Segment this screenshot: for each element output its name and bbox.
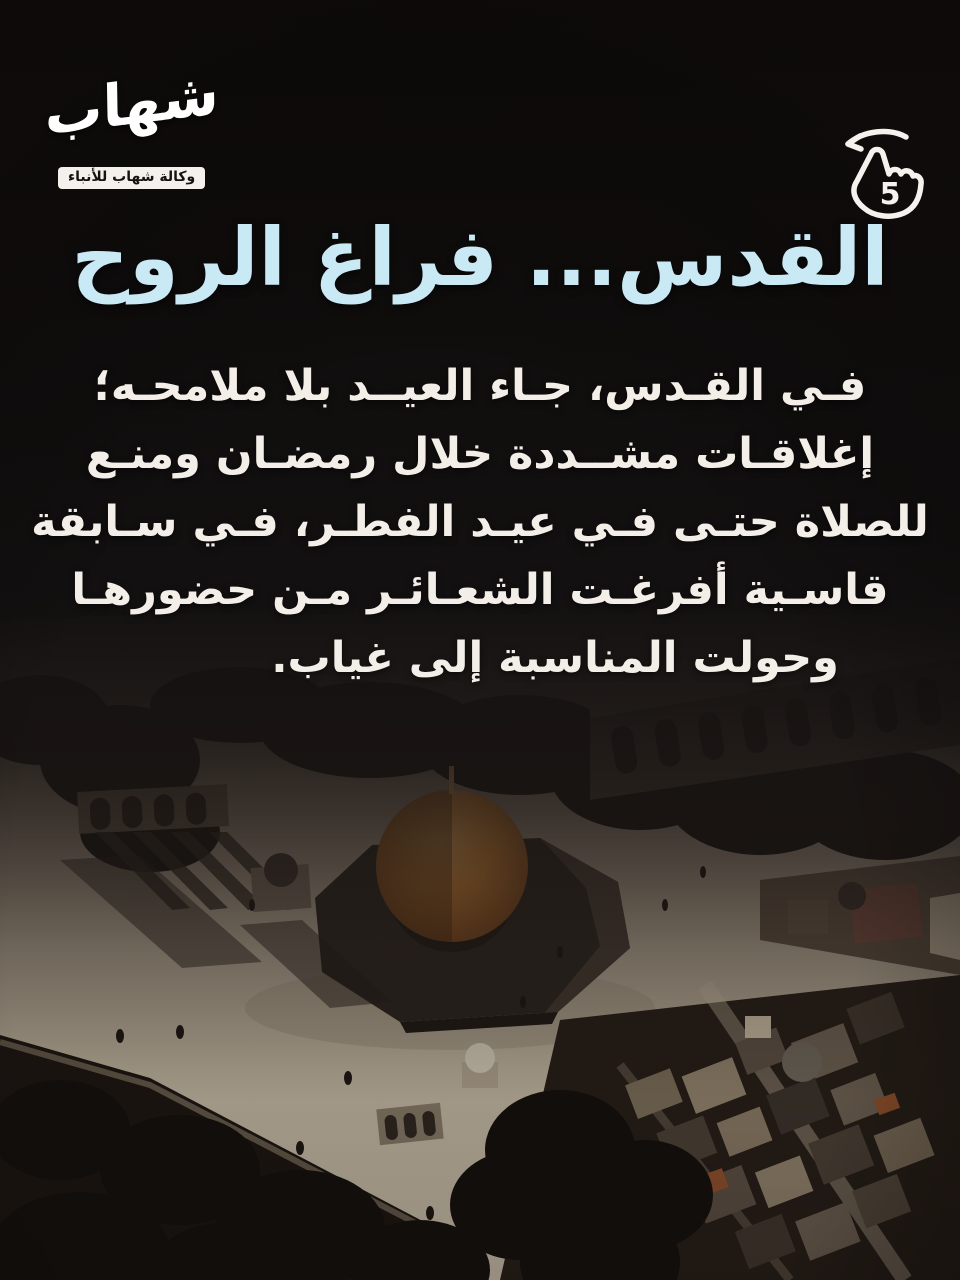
body-line: للصلاة حتـى فـي عيـد الفطـر، فـي سـابقة (31, 497, 929, 547)
shehab-logo (44, 58, 220, 151)
slide-count: 5 (879, 177, 901, 212)
body-line: إغلاقـات مشــددة خلال رمضـان ومنـع (85, 429, 875, 479)
agency-tagline-badge: وكالة شهاب للأنباء (58, 167, 205, 189)
body-paragraph (30, 352, 930, 692)
body-line: قاسـية أفرغـت الشعـائـر مـن حضورهـا (71, 565, 889, 615)
body-line: وحولت المناسبة إلى غياب. (271, 633, 839, 683)
swipe-indicator[interactable] (826, 120, 930, 220)
body-line: فـي القـدس، جـاء العيــد بلا ملامحـه؛ (93, 361, 867, 411)
headline: القدس... فراغ الروح (71, 211, 889, 304)
shehab-calligraphy-logo: شهاب (44, 58, 220, 149)
swipe-arrowhead (848, 136, 861, 149)
